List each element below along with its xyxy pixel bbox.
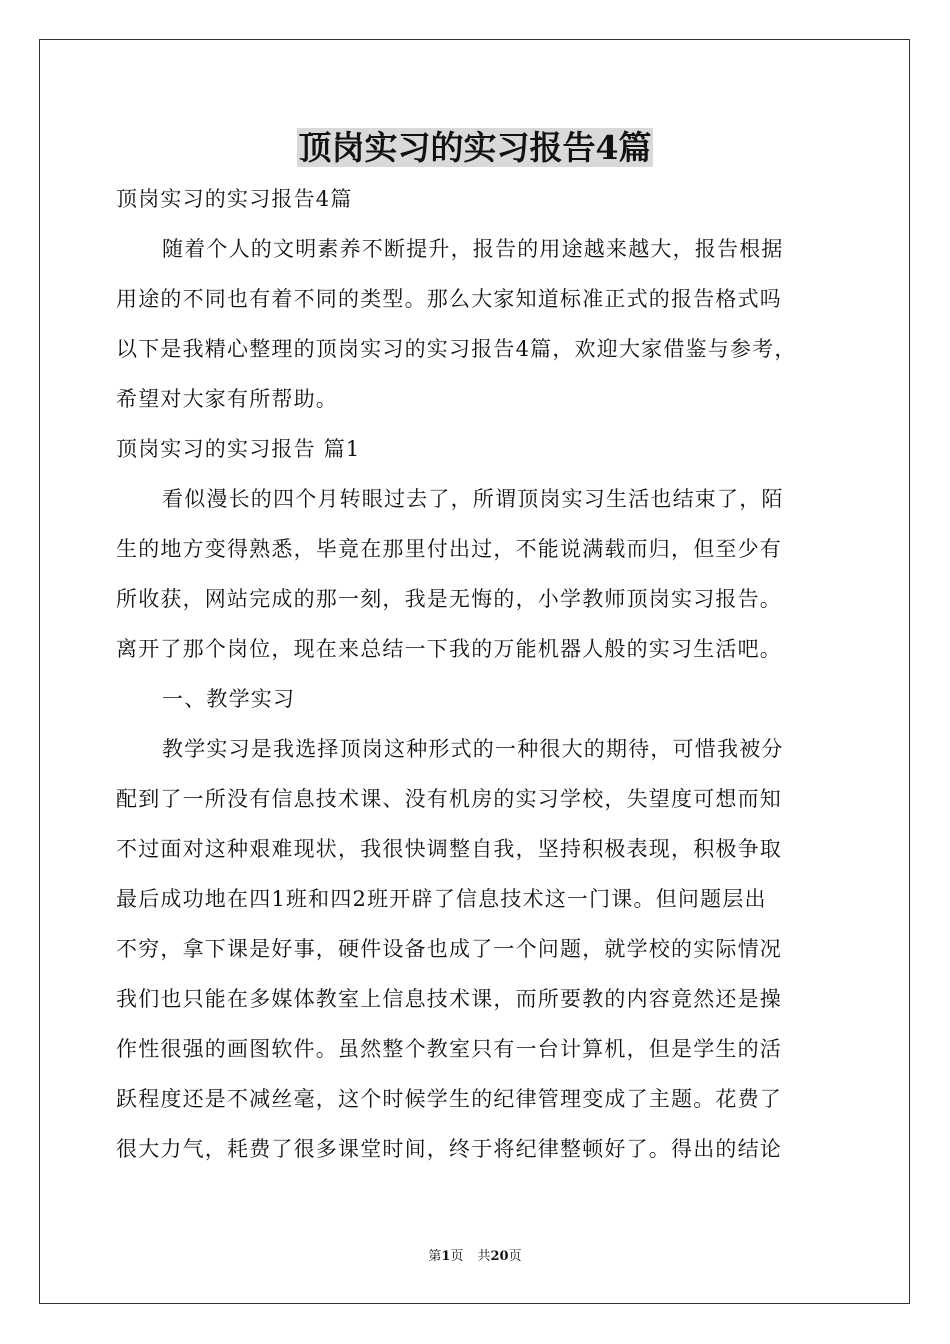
footer-total-prefix: 共: [477, 1249, 491, 1264]
footer-page-suffix: 页: [450, 1249, 464, 1264]
text-line: 希望对大家有所帮助。: [116, 387, 338, 411]
text-line: 用途的不同也有着不同的类型。那么大家知道标准正式的报告格式吗: [116, 287, 782, 311]
text-line: 所收获，网站完成的那一刻，我是无悔的，小学教师顶岗实习报告。: [116, 587, 782, 611]
text-line: 以下是我精心整理的顶岗实习的实习报告4篇，欢迎大家借鉴与参考，: [116, 337, 797, 361]
footer-total-pages: 20: [490, 1249, 509, 1264]
text-line: 不过面对这种艰难现状，我很快调整自我，坚持积极表现，积极争取: [116, 837, 782, 861]
document-title-text: 顶岗实习的实习报告4篇: [298, 128, 652, 167]
text-line: 作性很强的画图软件。虽然整个教室只有一台计算机，但是学生的活: [116, 1037, 782, 1061]
text-line: 很大力气，耗费了很多课堂时间，终于将纪律整顿好了。得出的结论: [116, 1137, 782, 1161]
footer-page-prefix: 第: [428, 1249, 442, 1264]
text-line: 最后成功地在四1班和四2班开辟了信息技术这一门课。但问题层出: [116, 887, 767, 911]
text-line: 配到了一所没有信息技术课、没有机房的实习学校，失望度可想而知: [116, 787, 782, 811]
text-line: 离开了那个岗位，现在来总结一下我的万能机器人般的实习生活吧。: [116, 637, 782, 661]
text-line: 我们也只能在多媒体教室上信息技术课，而所要教的内容竟然还是操: [116, 987, 782, 1011]
document-body: [116, 174, 840, 1174]
text-line: 随着个人的文明素养不断提升，报告的用途越来越大，报告根据: [162, 237, 784, 261]
text-line: 不穷，拿下课是好事，硬件设备也成了一个问题，就学校的实际情况: [116, 937, 782, 961]
text-line: 生的地方变得熟悉，毕竟在那里付出过，不能说满载而归，但至少有: [116, 537, 782, 561]
text-line: 看似漫长的四个月转眼过去了，所谓顶岗实习生活也结束了，陌: [162, 487, 784, 511]
text-line: 一、教学实习: [162, 687, 296, 711]
text-line: 顶岗实习的实习报告 篇1: [116, 437, 361, 461]
text-line: 顶岗实习的实习报告4篇: [116, 187, 353, 211]
footer-page-number: 1: [441, 1249, 451, 1264]
document-title: [0, 122, 950, 174]
text-line: 教学实习是我选择顶岗这种形式的一种很大的期待，可惜我被分: [162, 737, 784, 761]
text-line: 跃程度还是不减丝毫，这个时候学生的纪律管理变成了主题。花费了: [116, 1087, 782, 1111]
page-footer: [0, 1247, 950, 1267]
footer-total-suffix: 页: [508, 1249, 522, 1264]
